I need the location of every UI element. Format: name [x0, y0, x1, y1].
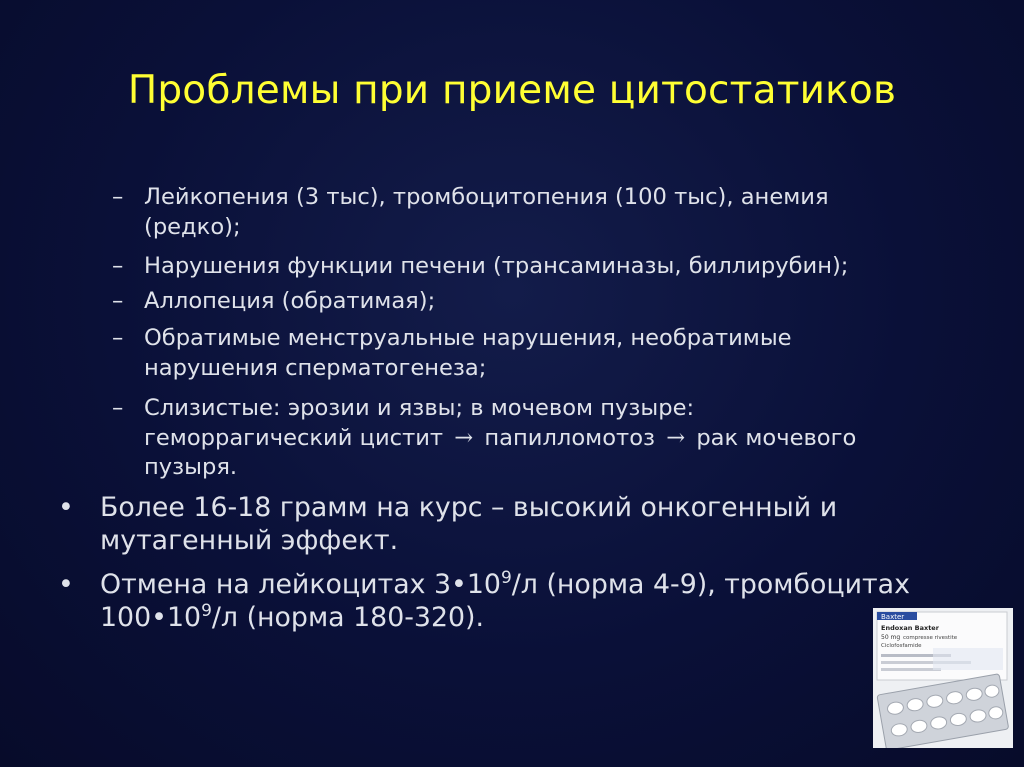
bullet-line	[100, 568, 1000, 601]
bullet-line: мутагенный эффект.	[100, 525, 399, 556]
list-item-line	[144, 424, 914, 454]
dash-marker: –	[112, 325, 124, 351]
bullet-text: /л (норма 180-320).	[211, 602, 485, 633]
slide-title: Проблемы при приеме цитостатиков	[127, 68, 897, 113]
line-segment: геморрагический цистит	[144, 424, 451, 451]
right-arrow-icon: →	[454, 424, 474, 451]
bullet-text: 100•10	[100, 602, 202, 633]
dash-marker: –	[112, 184, 124, 210]
bullet-text: /л (норма 4-9), тромбоцитах	[511, 569, 910, 600]
pack-label-line: Ciclofosfamide	[881, 643, 922, 649]
pack-label-line: compresse rivestite	[903, 635, 958, 641]
bullet-line	[100, 601, 1000, 634]
bullet-marker: •	[58, 569, 74, 600]
exponent: 9	[201, 601, 212, 621]
list-item-line: Лейкопения (3 тыс), тромбоцитопения (100 тыс), анемия	[144, 184, 829, 210]
exponent: 9	[500, 568, 512, 588]
dash-marker: –	[112, 288, 124, 314]
line-segment: папилломотоз	[477, 424, 663, 451]
pack-brand: Baxter	[881, 613, 905, 621]
dash-marker: –	[112, 395, 124, 421]
pill-pack-illustration	[873, 608, 1013, 748]
pack-product: Endoxan Baxter	[881, 624, 939, 632]
medicine-pack-image	[873, 608, 1013, 748]
bullet-text: Отмена на лейкоцитах 3•10	[100, 569, 501, 600]
cystitis-arrow-line	[144, 425, 856, 451]
list-item-line: Аллопеция (обратимая);	[144, 288, 436, 314]
right-arrow-icon: →	[666, 424, 686, 451]
list-item-line: нарушения сперматогенеза;	[144, 354, 487, 381]
bullet-marker: •	[58, 492, 74, 523]
bullet-line: Более 16-18 грамм на курс – высокий онкогенный и	[100, 492, 838, 523]
list-item-line: (редко);	[144, 213, 241, 240]
list-item-line: Слизистые: эрозии и язвы; в мочевом пузыре:	[144, 395, 695, 421]
list-item-line: пузыря.	[144, 454, 238, 480]
list-item-line: Нарушения функции печени (трансаминазы, биллирубин);	[144, 253, 849, 279]
pack-dose: 50 mg	[881, 634, 901, 641]
dash-marker: –	[112, 253, 124, 279]
line-segment: рак мочевого	[689, 424, 857, 451]
list-item-line: Обратимые менструальные нарушения, необратимые	[144, 325, 792, 351]
